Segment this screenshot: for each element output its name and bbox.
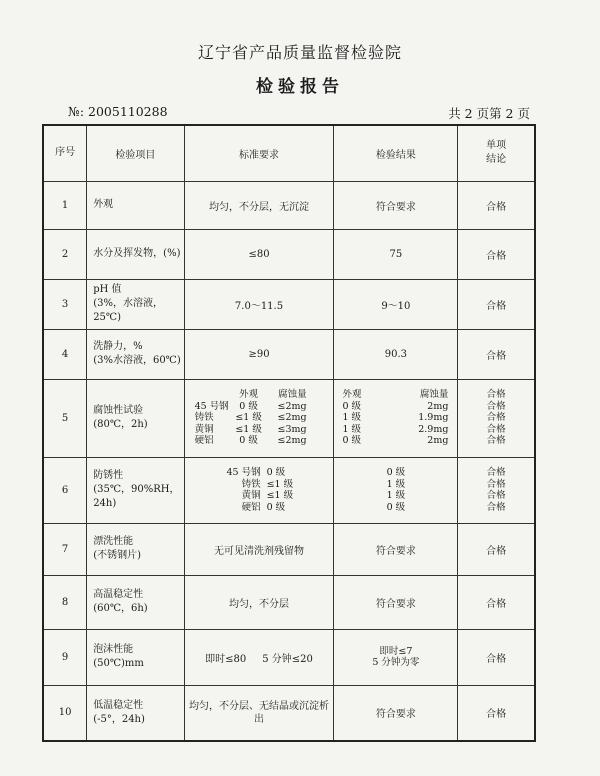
- table-row: [43, 329, 535, 379]
- row-seq: 2: [43, 229, 87, 279]
- header-item: 检验项目: [87, 125, 184, 181]
- table-row: [43, 379, 535, 457]
- row-result: [334, 457, 458, 523]
- result-line: 0 级: [386, 501, 406, 513]
- grid-cell: ≤1 级: [235, 412, 262, 424]
- row-standard-text: 均匀，不分层、无结晶或沉淀析出: [189, 700, 329, 725]
- grid-cell: 0 级: [342, 400, 362, 412]
- grid-cell: 铸铁: [194, 412, 214, 424]
- corrosion-standard-grid: [185, 389, 334, 447]
- row-standard: 均匀，不分层: [184, 575, 334, 629]
- row-item-line2: (不锈钢片): [93, 550, 141, 561]
- grid-cell: 0 级: [266, 501, 286, 513]
- row-conclusion: 合格: [458, 575, 535, 629]
- grid-cell: ≤1 级: [266, 478, 294, 490]
- conclusion-line: 合格: [486, 435, 506, 447]
- report-number: №: 2005110288: [68, 104, 168, 119]
- grid-cell: 0 级: [239, 435, 258, 447]
- row-item-line1: 洗静力，%: [93, 341, 143, 352]
- foam-result: [334, 646, 457, 669]
- row-result: 符合要求: [334, 181, 458, 229]
- row-item-line1: 防锈性: [93, 470, 124, 481]
- page-info: 共 2 页第 2 页: [448, 106, 530, 121]
- row-standard: 7.0～11.5: [184, 279, 334, 329]
- row-conclusion: 合格: [458, 685, 535, 741]
- row-result: [334, 379, 458, 457]
- row-item-line2: (35℃，90%RH，24h): [93, 484, 180, 509]
- row-item: [87, 685, 184, 741]
- row-item: [87, 629, 184, 685]
- header-result: 检验结果: [334, 125, 458, 181]
- conclusion-line: 合格: [486, 501, 506, 513]
- row-standard: [184, 457, 334, 523]
- grid-cell: 1 级: [342, 412, 362, 424]
- row-standard: [184, 379, 334, 457]
- foam-standard-immediate: 即时≤80: [205, 653, 247, 665]
- row-seq: 4: [43, 329, 87, 379]
- table-row: [43, 457, 535, 523]
- grid-cell: 0 级: [342, 435, 362, 447]
- conclusion-line: 合格: [486, 400, 506, 412]
- row-conclusion: 合格: [458, 329, 535, 379]
- table-row: [43, 575, 535, 629]
- row-standard: [184, 629, 334, 685]
- table-row: [43, 629, 535, 685]
- row-item-line2: (80℃，2h): [93, 419, 148, 430]
- row-result: 90.3: [334, 329, 458, 379]
- grid-cell: 硬铝: [194, 435, 214, 447]
- corrosion-result-grid: [334, 389, 457, 447]
- grid-cell: 铸铁: [241, 478, 261, 490]
- row-item-line1: 腐蚀性试验: [93, 405, 144, 416]
- grid-cell: 黄铜: [241, 490, 261, 501]
- grid-cell: 腐蚀量: [419, 389, 449, 401]
- row-seq: 3: [43, 279, 87, 329]
- grid-cell: 0 级: [239, 400, 258, 412]
- grid-cell: 硬铝: [241, 501, 261, 513]
- row-item: [87, 575, 184, 629]
- inspection-table: [42, 124, 536, 742]
- grid-cell: 1.9mg: [418, 412, 449, 424]
- row-conclusion: 合格: [458, 229, 535, 279]
- rust-result-stack: [334, 467, 457, 513]
- row-conclusion: 合格: [458, 629, 535, 685]
- row-item-line2: (3%水溶液，60℃): [93, 355, 181, 366]
- conclusion-stack: [458, 389, 534, 447]
- row-item-line1: pH 值: [93, 284, 122, 295]
- result-line: 1 级: [386, 490, 406, 501]
- row-item: [87, 379, 184, 457]
- header-seq: 序号: [43, 125, 87, 181]
- row-result: 符合要求: [334, 523, 458, 575]
- result-line: 5 分钟为零: [372, 657, 420, 668]
- row-item-line1: 泡沫性能: [93, 644, 134, 655]
- grid-cell: 2mg: [427, 400, 449, 412]
- row-result: 9～10: [334, 279, 458, 329]
- foam-standard-5min: 5 分钟≤20: [262, 653, 313, 665]
- table-row: [43, 279, 535, 329]
- grid-cell: 2.9mg: [418, 423, 449, 435]
- grid-cell: 2mg: [427, 435, 449, 447]
- grid-cell: 45 号钢: [194, 400, 229, 412]
- grid-cell: ≤3mg: [277, 423, 307, 435]
- row-item: 外观: [87, 181, 184, 229]
- conclusion-line: 合格: [486, 423, 506, 435]
- conclusion-line: 合格: [486, 478, 506, 490]
- row-result: 符合要求: [334, 685, 458, 741]
- row-seq: 1: [43, 181, 87, 229]
- result-line: 即时≤7: [379, 645, 413, 657]
- table-row: [43, 523, 535, 575]
- row-seq: 7: [43, 523, 87, 575]
- conclusion-line: 合格: [486, 490, 506, 501]
- grid-cell: 1 级: [342, 423, 362, 435]
- row-result: 符合要求: [334, 575, 458, 629]
- row-item-line2: (-5°，24h): [93, 713, 145, 725]
- grid-cell: 黄铜: [194, 423, 214, 435]
- table-header-row: [43, 125, 535, 181]
- conclusion-line: 合格: [486, 467, 506, 478]
- row-standard: ≤80: [184, 229, 334, 279]
- grid-cell: 外观: [342, 389, 362, 401]
- row-standard: 均匀，不分层，无沉淀: [184, 181, 334, 229]
- row-seq: 8: [43, 575, 87, 629]
- row-item-line1: 高温稳定性: [93, 589, 144, 600]
- row-conclusion: [458, 457, 535, 523]
- grid-cell: ≤2mg: [277, 400, 307, 412]
- row-conclusion: 合格: [458, 279, 535, 329]
- result-line: 0 级: [386, 467, 406, 478]
- table-row: [43, 685, 535, 741]
- row-item: [87, 329, 184, 379]
- row-item: 水分及挥发物，(%): [87, 229, 184, 279]
- row-conclusion: [458, 379, 535, 457]
- result-line: 1 级: [386, 478, 406, 490]
- row-item: [87, 279, 184, 329]
- row-standard: 无可见清洗剂残留物: [184, 523, 334, 575]
- conclusion-line: 合格: [486, 412, 506, 424]
- row-result: [334, 629, 458, 685]
- row-item-line1: 低温稳定性: [93, 699, 144, 711]
- table-row: [43, 229, 535, 279]
- org-name: 辽宁省产品质量监督检验院: [197, 43, 402, 62]
- grid-cell: 外观: [239, 389, 259, 401]
- grid-cell: ≤1 级: [235, 423, 262, 435]
- conclusion-line: 合格: [486, 389, 506, 401]
- grid-cell: [195, 389, 229, 401]
- row-seq: 5: [43, 379, 87, 457]
- report-title: 检验报告: [256, 77, 344, 97]
- grid-cell: ≤1 级: [266, 490, 294, 501]
- row-seq: 9: [43, 629, 87, 685]
- row-item-line1: 漂洗性能: [93, 536, 134, 547]
- row-standard: [184, 685, 334, 741]
- table-row: [43, 181, 535, 229]
- row-seq: 6: [43, 457, 87, 523]
- rust-standard-grid: [185, 467, 334, 513]
- grid-cell: 45 号钢: [226, 467, 261, 478]
- grid-cell: 腐蚀量: [278, 389, 307, 401]
- row-conclusion: 合格: [458, 523, 535, 575]
- report-meta: [68, 104, 530, 122]
- grid-cell: ≤2mg: [277, 412, 307, 424]
- row-item: [87, 523, 184, 575]
- row-result: 75: [334, 229, 458, 279]
- foam-standard: [197, 650, 321, 665]
- row-item-line2: (3%，水溶液，25℃): [93, 298, 163, 323]
- row-item-line2: (50℃)mm: [93, 658, 144, 669]
- header-standard: 标准要求: [184, 125, 334, 181]
- grid-cell: 0 级: [266, 467, 286, 478]
- row-seq: 10: [43, 685, 87, 741]
- row-item-line2: (60℃，6h): [93, 603, 148, 614]
- row-item: [87, 457, 184, 523]
- header-conclusion: 单项结论: [458, 125, 535, 181]
- grid-cell: ≤2mg: [277, 435, 307, 447]
- conclusion-stack: [458, 467, 534, 513]
- row-standard: ≥90: [184, 329, 334, 379]
- row-conclusion: 合格: [458, 181, 535, 229]
